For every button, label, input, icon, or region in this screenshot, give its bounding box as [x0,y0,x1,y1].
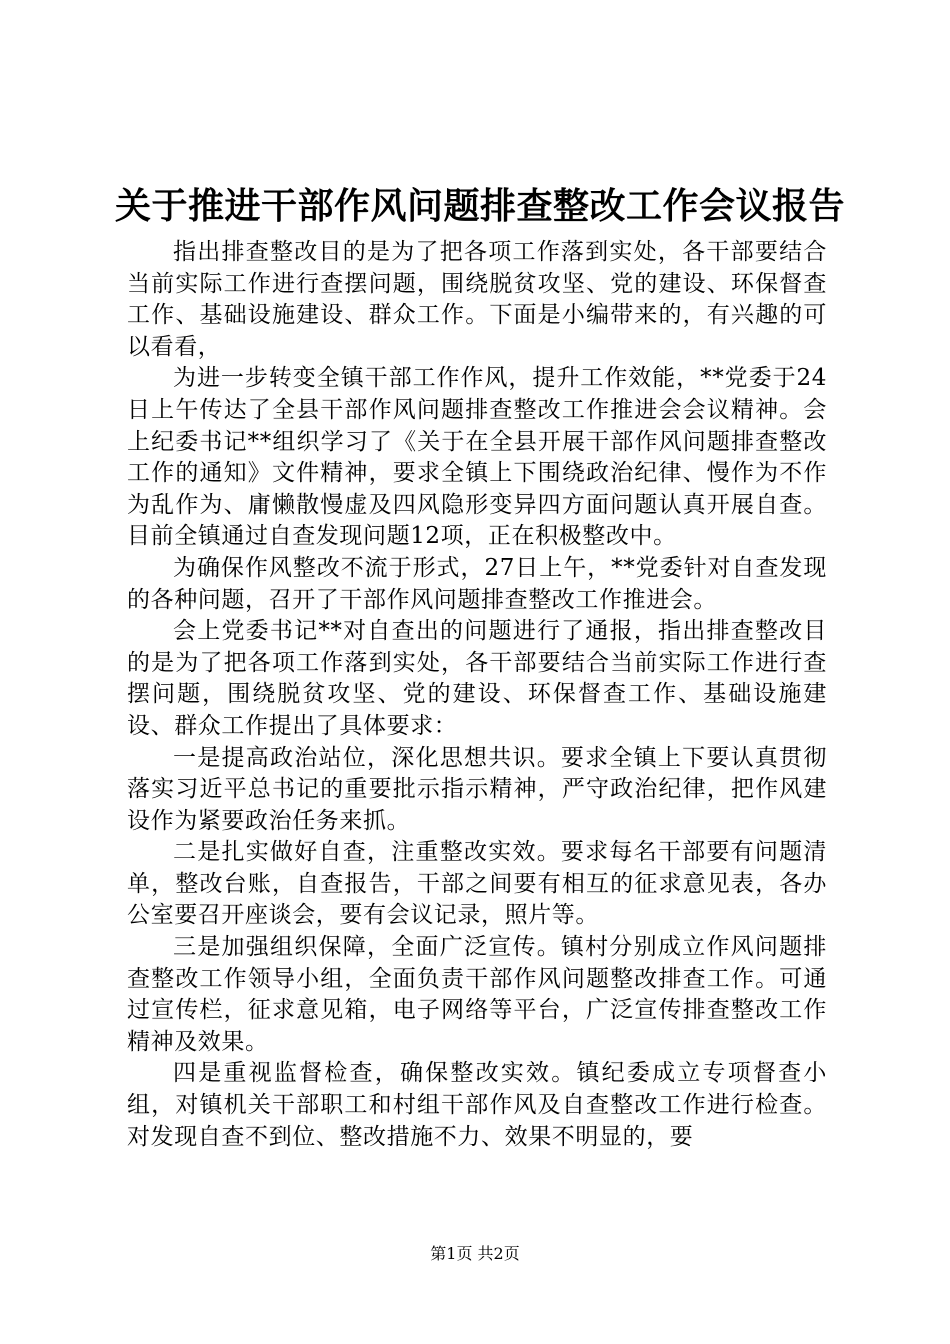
paragraph: 二是扎实做好自查，注重整改实效。要求每名干部要有问题清单，整改台账，自查报告，干部之间要有相互的征求意见表，各办公室要召开座谈会，要有会议记录，照片等。 [127,839,827,929]
document-title: 关于推进干部作风问题排查整改工作会议报告 [114,186,845,227]
document-body [127,237,827,1153]
paragraph: 四是重视监督检查，确保整改实效。镇纪委成立专项督查小组，对镇机关干部职工和村组干部作风及自查整改工作进行检查。对发现自查不到位、整改措施不力、效果不明显的，要 [127,1060,827,1150]
paragraph: 一是提高政治站位，深化思想共识。要求全镇上下要认真贯彻落实习近平总书记的重要批示指示精神，严守政治纪律，把作风建设作为紧要政治任务来抓。 [127,744,827,834]
paragraph: 指出排查整改目的是为了把各项工作落到实处，各干部要结合当前实际工作进行查摆问题，围绕脱贫攻坚、党的建设、环保督查工作、基础设施建设、群众工作。下面是小编带来的，有兴趣的可以看看， [127,239,827,360]
paragraph: 为确保作风整改不流于形式，27日上午，**党委针对自查发现的各种问题，召开了干部作风问题排查整改工作推进会。 [127,554,827,613]
paragraph: 为进一步转变全镇干部工作作风，提升工作效能，**党委于24日上午传达了全县干部作风问题排查整改工作推进会会议精神。会上纪委书记**组织学习了《关于在全县开展干部作风问题排查整改工作的通知》文件精神，要求全镇上下围绕政治纪律、慢作为不作为乱作为、庸懒散慢虚及四风隐形变异四方面问题认真开展自查。目前全镇通过自查发现问题12项，正在积极整改中。 [127,365,827,550]
paragraph: 三是加强组织保障，全面广泛宣传。镇村分别成立作风问题排查整改工作领导小组，全面负责干部作风问题整改排查工作。可通过宣传栏，征求意见箱，电子网络等平台，广泛宣传排查整改工作精神及效果。 [127,934,827,1055]
page-footer: 第1页 共2页 [430,1244,520,1263]
paragraph: 会上党委书记**对自查出的问题进行了通报，指出排查整改目的是为了把各项工作落到实处，各干部要结合当前实际工作进行查摆问题，围绕脱贫攻坚、党的建设、环保督查工作、基础设施建设、群众工作提出了具体要求： [127,618,827,739]
